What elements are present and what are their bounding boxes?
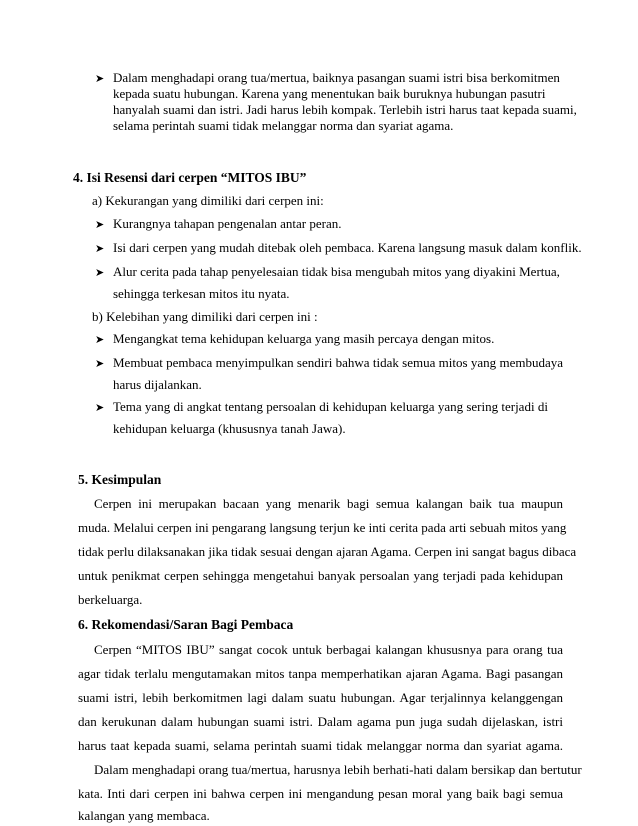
paragraph-line: Cerpen ini merupakan bacaan yang menarik bagi semua kalangan baik tua maupun <box>94 496 563 511</box>
paragraph-line: kalangan yang membaca. <box>78 808 210 823</box>
paragraph-line: suami istri, lebih berkomitmen lagi dalam suatu hubungan. Agar terjalinnya kelanggengan <box>78 690 563 705</box>
arrowhead-bullet-icon: ➤ <box>95 358 105 370</box>
text-line: Dalam menghadapi orang tua/mertua, baiknya pasangan suami istri bisa berkomitmen <box>113 70 560 85</box>
arrowhead-bullet-icon: ➤ <box>95 334 105 346</box>
list-item: Isi dari cerpen yang mudah ditebak oleh pembaca. Karena langsung masuk dalam konflik. <box>113 240 582 255</box>
arrowhead-bullet-icon: ➤ <box>95 243 105 255</box>
section-heading: 5. Kesimpulan <box>78 472 162 487</box>
paragraph-line: berkeluarga. <box>78 592 143 607</box>
subsection-label: a) Kekurangan yang dimiliki dari cerpen ini: <box>92 193 324 208</box>
paragraph-line: Cerpen “MITOS IBU” sangat cocok untuk berbagai kalangan khususnya para orang tua <box>94 642 563 657</box>
list-item-continuation: kehidupan keluarga (khususnya tanah Jawa). <box>113 421 346 436</box>
paragraph-line: agar tidak terlalu mengutamakan mitos tanpa memperhatikan ajaran Agama. Bagi pasangan <box>78 666 563 681</box>
paragraph-line: Dalam menghadapi orang tua/mertua, harusnya lebih berhati-hati dalam bersikap dan bertutur <box>94 762 582 777</box>
paragraph-line: kata. Inti dari cerpen ini bahwa cerpen ini mengandung pesan moral yang baik bagi semua <box>78 786 563 801</box>
list-item: Tema yang di angkat tentang persoalan di kehidupan keluarga yang sering terjadi di <box>113 399 548 414</box>
list-item-continuation: harus dijalankan. <box>113 377 202 392</box>
section-heading: 4. Isi Resensi dari cerpen “MITOS IBU” <box>73 170 307 185</box>
list-item: Mengangkat tema kehidupan keluarga yang masih percaya dengan mitos. <box>113 331 495 346</box>
section-heading: 6. Rekomendasi/Saran Bagi Pembaca <box>78 617 294 632</box>
paragraph-line: harus taat kepada suami, selama perintah suami tidak melanggar norma dan syariat agama. <box>78 738 563 753</box>
paragraph-line: muda. Melalui cerpen ini pengarang langsung terjun ke inti cerita pada arti sebuah mitos yang <box>78 520 567 535</box>
list-item: Membuat pembaca menyimpulkan sendiri bahwa tidak semua mitos yang membudaya <box>113 355 563 370</box>
paragraph-line: dan kerukunan dalam hubungan suami istri. Dalam agama pun juga sudah dijelaskan, istri <box>78 714 563 729</box>
paragraph-line: untuk penikmat cerpen sehingga mengetahui banyak persoalan yang terjadi pada kehidupan <box>78 568 563 583</box>
list-item: Alur cerita pada tahap penyelesaian tidak bisa mengubah mitos yang diyakini Mertua, <box>113 264 560 279</box>
arrowhead-bullet-icon: ➤ <box>95 402 105 414</box>
arrowhead-bullet-icon: ➤ <box>95 267 105 279</box>
text-line: selama perintah suami tidak melanggar norma dan syariat agama. <box>113 118 454 133</box>
paragraph-line: tidak perlu dilaksanakan jika tidak sesuai dengan ajaran Agama. Cerpen ini sangat bagus dibaca <box>78 544 577 559</box>
text-line: kepada suatu hubungan. Karena yang menentukan baik buruknya hubungan pasutri <box>113 86 546 101</box>
list-item: Kurangnya tahapan pengenalan antar peran. <box>113 216 342 231</box>
subsection-label: b) Kelebihan yang dimiliki dari cerpen ini : <box>92 309 318 324</box>
list-item-continuation: sehingga terkesan mitos itu nyata. <box>113 286 290 301</box>
text-line: hanyalah suami dan istri. Jadi harus lebih kompak. Terlebih istri harus taat kepada suami, <box>113 102 577 117</box>
arrowhead-bullet-icon: ➤ <box>95 219 105 231</box>
arrowhead-bullet-icon: ➤ <box>95 73 105 85</box>
